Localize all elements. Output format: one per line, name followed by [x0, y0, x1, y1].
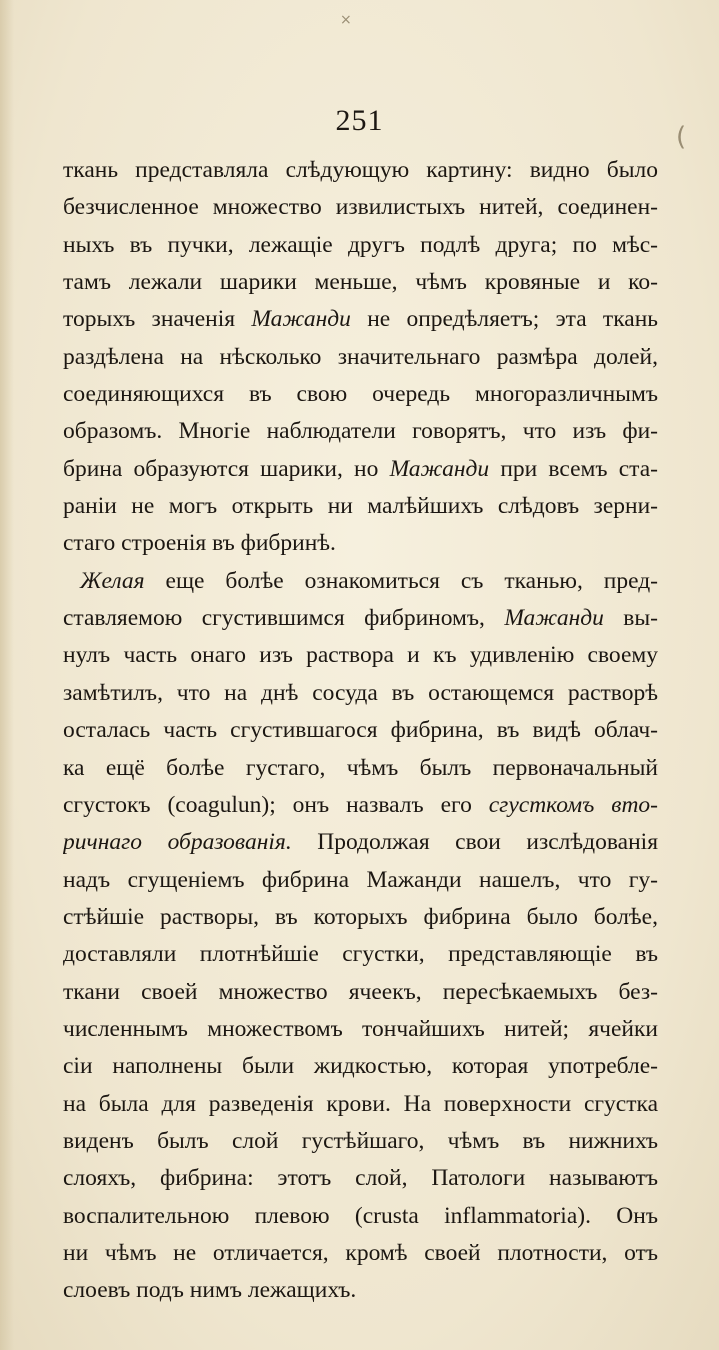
- paper-speck: ×: [340, 12, 352, 28]
- text-run: вы-: [603, 605, 658, 632]
- italic-text-run: Мажанди: [251, 306, 351, 333]
- text-run: Продолжая свои изслѣдованія: [291, 829, 658, 856]
- text-line: [63, 1048, 658, 1085]
- text-line: [63, 563, 658, 600]
- text-run: сіи наполнены были жидкостью, которая употребле-: [63, 1053, 658, 1080]
- text-line: [63, 451, 658, 488]
- text-run: соединяющихся въ свою очередь многоразличнымъ: [63, 381, 658, 408]
- text-run: доставляли плотнѣйшіе сгустки, представляющіе въ: [63, 941, 658, 968]
- text-run: образомъ. Многіе наблюдатели говорятъ, что изъ фи-: [63, 418, 658, 445]
- italic-text-run: Мажанди: [504, 605, 604, 632]
- text-run: осталась часть сгустившагося фибрина, въ видѣ облач-: [63, 717, 658, 744]
- text-run: торыхъ значенія: [63, 306, 252, 333]
- italic-text-run: ричнаго образованія.: [63, 829, 292, 856]
- text-line: [63, 227, 658, 264]
- text-line: [63, 488, 658, 525]
- text-run: замѣтилъ, что на днѣ сосуда въ остающемся растворѣ: [63, 679, 658, 706]
- text-run: стаго строенія въ фибринѣ.: [63, 530, 336, 557]
- page-number: 251: [335, 104, 384, 137]
- text-line: [63, 675, 658, 712]
- text-run: ставляемою сгустившимся фибриномъ,: [63, 605, 505, 632]
- text-line: [63, 750, 658, 787]
- text-run: брина образуются шарики, но: [63, 455, 390, 482]
- text-line: [63, 264, 658, 301]
- text-line: [63, 301, 658, 338]
- text-run: раздѣлена на нѣсколько значительнаго размѣра долей,: [63, 343, 658, 370]
- text-line: [63, 936, 658, 973]
- text-run: раніи не могъ открыть ни малѣйшихъ слѣдовъ зерни-: [63, 493, 658, 520]
- text-line: [63, 787, 658, 824]
- body-text: [63, 152, 658, 1310]
- text-line: [63, 189, 658, 226]
- text-run: при всемъ ста-: [489, 455, 658, 482]
- text-run: ка ещё болѣе густаго, чѣмъ былъ первоначальный: [63, 754, 658, 781]
- text-line: [63, 1123, 658, 1160]
- text-run: численнымъ множествомъ тончайшихъ нитей; ячейки: [63, 1015, 658, 1042]
- italic-text-run: сгусткомъ вто-: [488, 791, 658, 818]
- text-run: ныхъ въ пучки, лежащіе другъ подлѣ друга; по мѣс-: [63, 231, 658, 258]
- text-line: [63, 413, 658, 450]
- text-line: [63, 824, 658, 861]
- text-run: еще болѣе ознакомиться съ тканью, пред-: [144, 567, 658, 594]
- text-line: [63, 152, 658, 189]
- text-line: [63, 712, 658, 749]
- text-run: на была для разведенія крови. На поверхности сгустка: [63, 1090, 658, 1117]
- text-line: [63, 1272, 658, 1309]
- text-line: [63, 339, 658, 376]
- text-run: воспалительною плевою (crusta inflammatoria). Онъ: [63, 1202, 658, 1229]
- text-line: [63, 1198, 658, 1235]
- text-run: надъ сгущеніемъ фибрина Мажанди нашелъ, что гу-: [63, 866, 658, 893]
- text-line: [63, 525, 658, 562]
- text-line: [63, 1086, 658, 1123]
- text-line: [63, 1235, 658, 1272]
- text-run: слояхъ, фибрина: этотъ слой, Патологи называютъ: [63, 1165, 658, 1192]
- text-run: безчисленное множество извилистыхъ нитей, соединен-: [63, 194, 658, 221]
- text-line: [63, 862, 658, 899]
- text-run: сгустокъ (coagulun); онъ назвалъ его: [63, 791, 489, 818]
- text-run: стѣйшіе растворы, въ которыхъ фибрина было болѣе,: [63, 903, 658, 930]
- text-line: [63, 600, 658, 637]
- text-run: слоевъ подъ нимъ лежащихъ.: [63, 1277, 357, 1304]
- text-run: не опредѣляетъ; эта ткань: [350, 306, 658, 333]
- text-run: ткани своей множество ячеекъ, пересѣкаемыхъ без-: [63, 978, 658, 1005]
- page-edge-shadow: [0, 0, 14, 1350]
- text-line: [63, 899, 658, 936]
- text-run: тамъ лежали шарики меньше, чѣмъ кровяные и ко-: [63, 269, 658, 296]
- italic-text-run: Желая: [80, 567, 145, 594]
- text-run: ткань представляла слѣдующую картину: видно было: [63, 157, 658, 183]
- text-line: [63, 376, 658, 413]
- text-line: [63, 1160, 658, 1197]
- text-run: нулъ часть онаго изъ раствора и къ удивленію своему: [63, 642, 658, 669]
- text-line: [63, 1011, 658, 1048]
- italic-text-run: Мажанди: [389, 455, 490, 482]
- text-line: [63, 974, 658, 1011]
- text-run: виденъ былъ слой густѣйшаго, чѣмъ въ нижнихъ: [63, 1127, 658, 1154]
- text-line: [63, 637, 658, 674]
- text-run: ни чѣмъ не отличается, кромѣ своей плотности, отъ: [63, 1239, 658, 1266]
- paper-mark: (: [676, 122, 687, 152]
